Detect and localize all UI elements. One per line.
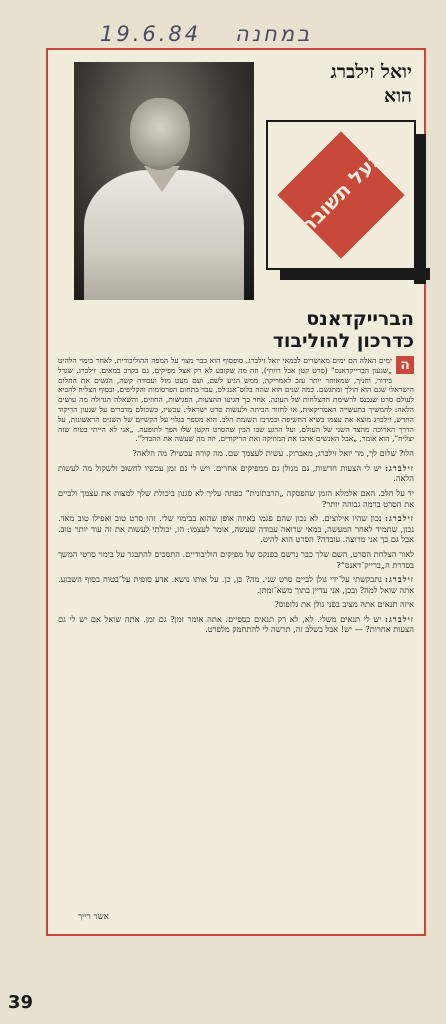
speaker-label: זילברג: (385, 613, 414, 624)
drop-initial: ה (396, 356, 414, 374)
interview-question (58, 448, 414, 459)
article-frame (46, 48, 426, 936)
interview-text: נתבקשתי על־ידי גולן לביים סרט שני. מה? כן, כן. על אותו נושא. אדע סופית על־בטוח בסוף השבוע. אתה שואל למה? ובכן, אני עדיין בתוך משא־ומתן. (58, 574, 414, 595)
interview-text: יש לי הצעות חדשות, גם מגולן גם ממפיקים אחרים. ויש לי גם זמן עכשיו לחשוב ולשקול מה לעשות הלאה. (58, 462, 414, 484)
headline-line-1: הברייקדאנס (306, 308, 414, 330)
interview-text: יד על הלב. האם אלמלא הזמן שהפסקה „הרבתונית” כפתה עליך לא סגנון ביכולת שלך למצות את עצמך ולביים את הסרט ברמה גבוהה יותר? (58, 487, 414, 509)
author-title-suffix: הוא (384, 85, 412, 107)
article-body (58, 356, 414, 916)
badge-shadow-right (414, 134, 426, 284)
author-signature: אשר רייך (78, 912, 109, 922)
speaker-label: זילברג: (385, 574, 414, 585)
author-name: יואל זילברג (330, 61, 412, 83)
speaker-label: זילברג: (385, 462, 414, 473)
badge-label: בעל תשובה (294, 145, 388, 239)
portrait-head (130, 98, 190, 170)
penitent-badge (266, 120, 416, 270)
interview-question (58, 549, 414, 570)
portrait-photo (74, 62, 254, 300)
lead-text: ימים האלה הם ימים מאושרים לבמאי יואל זילברג. סופסוף הוא כבר מצוי על המפה ההוליבודית, לאחר בימוי הלהיט „שגעון הברייקדאנס” (סרט קטן אבל רווחי), וזה מה שקובע לא רק אצל מפיקים, גם בקרב במאים. זילברג, שגדל בידור, וחניך, שמאוחר יותר עזב לאמריקה, ממש הגיע לשם, ועם מעט מזל ועבודה קשה, הגשים את החלום הישראלי שגם הוא הולך ומתגשם. כמה שנים הוא שהה בלוס־אנג׳לס, עבד בתחום הפרסומות והקליפים, ובסוף הצליח להביא לעולם סרט שנכנס לרשימת ההצלחות של העונה. אחר כך הגיעו ההצעות, הפגישות, החוזים, והשאלה הגדולה מה עושים הלאה: להמשיך בתעשייה האמריקאית, או לחזור הביתה ולעשות סרט ישראלי. עכשיו, כשכולם מדברים על שגעון הריקוד החדש, זילברג מוצא את עצמו בשיא החשיפה ובמרכז תשומת הלב. הוא מספר בגלוי על הקשיים של השנים הראשונות, על הדרך הארוכה מהצד השני של העולם, ועל הרגע שבו הבין שהסרט הקטן שלו הפך לתופעה. „אני לא הייתי בטוח שזה יצליח”, הוא אומר, „אבל האנשים אהבו את המוזיקה ואת הריקודים, וזה מה שעשה את ההבדל”. (58, 356, 414, 444)
interview-text: לאור הצלחת הסרט, השם שלך כבר נרשם בפנקס של מפיקים הוליבודיים. התסכים להתבגר על בימוי סרטי המשך בסדרת ה„ברייק־דאנס”? (58, 548, 414, 570)
interview-text: יש לי תנאים משלי. לא, לא רק תנאים כספיים. אתה אומר זמן? גם זמן. אתה שואל אם יש לי גם הצעות אחרות? — יש! אבל בשלב זה, תרשה לי להתחמק מלפרט. (58, 613, 414, 635)
speaker-label: זילברג: (385, 513, 414, 524)
interview-text: איזה תנאים אתה מציב בפני גולן את גלופוס? (274, 599, 414, 610)
interview-answer (58, 463, 414, 484)
interview-text: נכון שהיו אילוצים. לא נכון שהם פגמו באיזה אופן שהוא בבימוי שלי. זהו סרט טוב ואפילו טוב מאד. נכון, שתמיד לאחר המעשה, במאי שרואה עבודה שעשה, אומר לעצמו: הו, יכולתי לעשות את זה עוד יותר טוב. אבל גם כך אני מרוצה. עובדה? הסרט הוא להיט. (58, 513, 414, 545)
interview-answer (58, 513, 414, 545)
interview-answer (58, 574, 414, 595)
portrait-sweater (84, 170, 244, 300)
interview-text: הלו? שלום לך, מר יואל זילברג, מאברוק. עשית לעצמך שם. מה קורה עכשיו? מה הלאה? (132, 448, 414, 459)
badge-shadow-bottom (280, 268, 430, 280)
interview-question (58, 488, 414, 509)
headline (64, 308, 414, 352)
page-number: 39 (8, 992, 34, 1013)
handwritten-date: 19.6.84 (100, 22, 202, 46)
interview-answer (58, 614, 414, 635)
interview-question (58, 599, 414, 610)
lead-paragraph (58, 356, 414, 444)
handwritten-word: במחנה (235, 22, 313, 46)
author-title (262, 60, 412, 108)
headline-line-2: כדרכון להוליבוד (272, 330, 414, 352)
